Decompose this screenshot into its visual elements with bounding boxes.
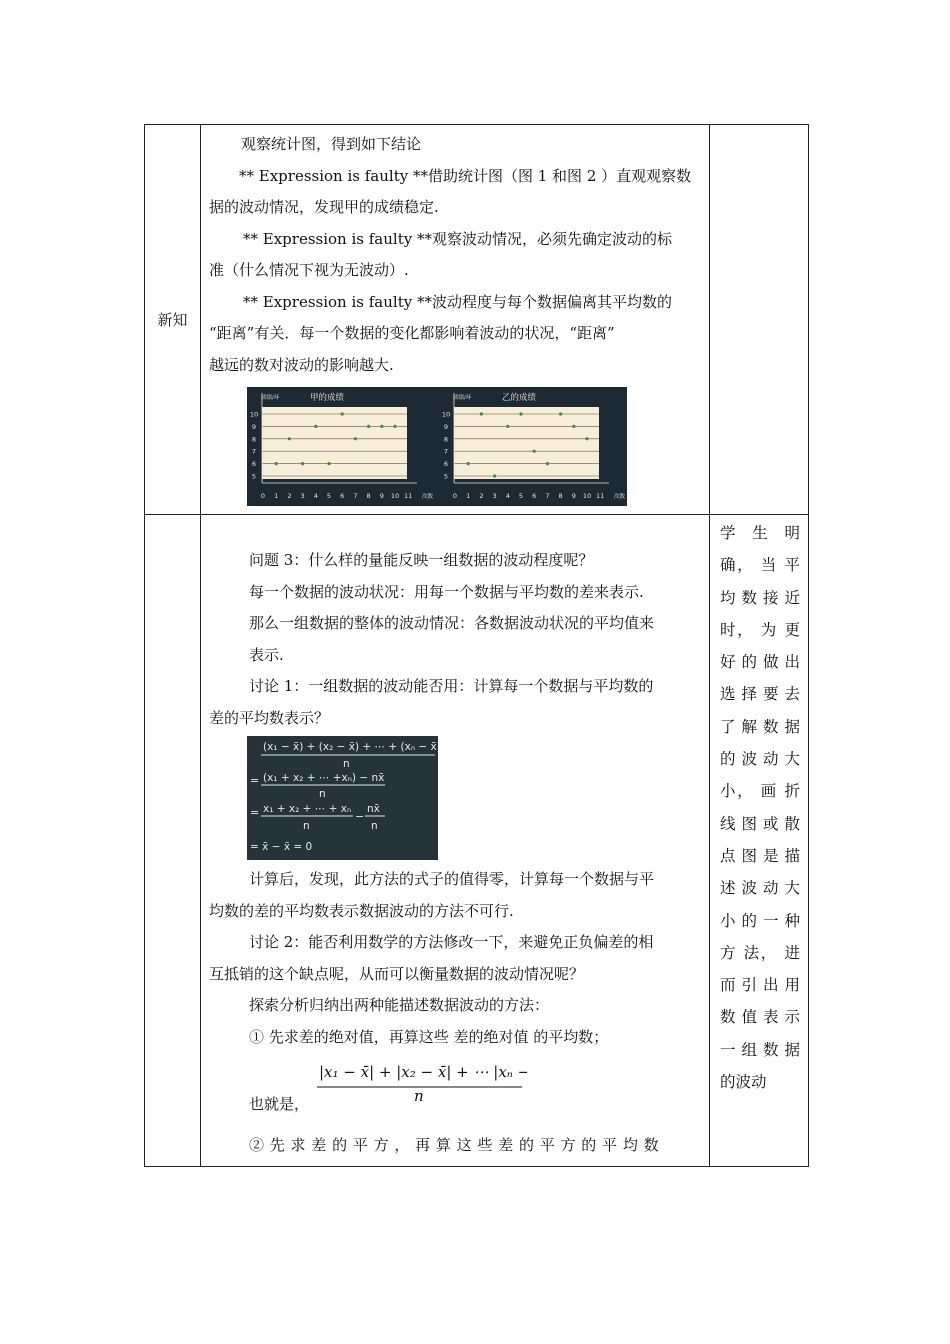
data-point: [493, 474, 496, 477]
y-tick-label: 5: [443, 472, 449, 481]
text-line: 每一个数据的波动状况：用每一个数据与平均数的差来表示.: [249, 582, 644, 601]
data-point: [327, 462, 330, 465]
side-note-line: 的 波 动 大: [720, 750, 800, 769]
text-line: 准（什么情况下视为无波动）.: [209, 261, 409, 279]
data-point: [380, 425, 383, 428]
x-tick-label: 11: [596, 492, 605, 500]
formula-line3-den-b: n: [371, 820, 378, 832]
x-tick-label: 8: [366, 492, 371, 500]
x-tick-label: 2: [287, 492, 292, 500]
formula-line3-num-a: x₁ + x₂ + ⋯ + xₙ: [263, 803, 352, 815]
text-line: ① 先求差的绝对值，再算这些 差的绝对值 的平均数；: [249, 1027, 609, 1046]
data-point: [559, 412, 562, 415]
side-note-line: 述 波 动 大: [720, 879, 800, 898]
text-line: 据的波动情况，发现甲的成绩稳定.: [209, 198, 439, 216]
text-line: 越远的数对波动的影响越大.: [209, 355, 394, 374]
text-line: 均数的差的平均数表示数据波动的方法不可行.: [209, 901, 514, 920]
text-line: 观察统计图，得到如下结论: [241, 135, 422, 153]
x-tick-label: 10: [390, 492, 400, 500]
text-line: 表示.: [249, 645, 284, 664]
row1-content-cell: [201, 125, 710, 515]
text-line: 那么一组数据的整体的波动情况：各数据波动状况的平均值来: [249, 614, 655, 632]
score-charts-image: [247, 387, 627, 506]
side-note-line: 而 引 出 用: [720, 976, 800, 995]
y-axis-label: 成绩/环: [261, 395, 280, 401]
data-point: [533, 450, 536, 453]
x-tick-label: 4: [505, 492, 510, 500]
side-note-line: 的波动: [720, 1073, 767, 1092]
side-note-line: 一 组 数 据: [720, 1040, 800, 1059]
text-line: 计算后，发现，此方法的式子的值得零，计算每一个数据与平: [249, 870, 655, 888]
score-charts: [247, 387, 627, 506]
svg-text:−: −: [355, 810, 365, 823]
data-point: [572, 425, 575, 428]
text-line: 问题 3：什么样的量能反映一组数据的波动程度呢？: [249, 551, 594, 569]
x-axis-label: 次数: [422, 494, 434, 500]
y-tick-label: 8: [251, 435, 257, 444]
side-note-line: 小 的 一 种: [720, 911, 800, 930]
also-line: [209, 1087, 703, 1124]
y-axis-label: 成绩/环: [453, 395, 472, 401]
x-tick-label: 9: [571, 492, 576, 500]
data-point: [314, 425, 317, 428]
text-line: ② 先 求 差 的 平 方 ， 再 算 这 些 差 的 平 方 的 平 均 数: [249, 1136, 660, 1154]
x-tick-label: 3: [300, 492, 305, 500]
x-tick-label: 7: [353, 492, 358, 500]
data-point: [275, 462, 278, 465]
y-tick-label: 8: [443, 435, 449, 444]
x-tick-label: 3: [492, 492, 497, 500]
side-note-line: 方 法， 进: [720, 943, 800, 962]
side-note-line: 均 数 接 近: [720, 588, 800, 607]
text-line: 讨论 2：能否利用数学的方法修改一下，来避免正负偏差的相: [249, 933, 654, 951]
x-tick-label: 11: [404, 492, 413, 500]
svg-text:=: =: [250, 806, 260, 819]
side-note-line: 好 的 做 出: [720, 653, 800, 672]
data-point: [480, 412, 483, 415]
text-line: ** Expression is faulty **借助统计图（图 1 和图 2 ）直观观察数: [239, 166, 692, 185]
x-tick-label: 6: [340, 492, 345, 500]
formula-line1-den: n: [343, 758, 350, 770]
y-tick-label: 10: [441, 410, 451, 419]
data-point: [341, 412, 344, 415]
data-point: [301, 462, 304, 465]
y-tick-label: 9: [443, 422, 449, 431]
chart-title: 甲的成绩: [309, 393, 345, 403]
data-point: [467, 462, 470, 465]
x-tick-label: 9: [379, 492, 384, 500]
data-point: [519, 412, 522, 415]
side-note-line: 了 解 数 据: [720, 717, 800, 736]
mean-deviation-formula: [247, 736, 438, 860]
formula-line2-den: n: [319, 788, 326, 800]
x-tick-label: 0: [452, 492, 458, 500]
x-tick-label: 0: [260, 492, 266, 500]
side-note-line: 时， 为 更: [720, 620, 800, 639]
data-point: [354, 437, 357, 440]
y-tick-label: 9: [251, 422, 257, 431]
y-tick-label: 10: [249, 410, 259, 419]
formula-line4: = x̄ − x̄ = 0: [250, 841, 313, 853]
x-tick-label: 5: [518, 492, 524, 500]
x-tick-label: 1: [466, 492, 471, 500]
formula-line3-den-a: n: [303, 820, 310, 832]
text-line: “距离”有关．每一个数据的变化都影响着波动的状况，“距离”: [209, 324, 615, 342]
x-tick-label: 6: [532, 492, 537, 500]
y-tick-label: 6: [251, 460, 257, 469]
y-tick-label: 6: [443, 460, 449, 469]
row2-content-cell: [201, 515, 710, 1167]
side-note: [710, 515, 808, 1098]
row1-note-cell: [710, 125, 809, 515]
formula-line3-num-b: nx̄: [367, 803, 380, 815]
side-note-line: 数 值 表 示: [720, 1008, 800, 1027]
y-tick-label: 7: [251, 447, 257, 456]
side-note-line: 小， 画 折: [720, 782, 800, 801]
text-line: 互抵销的这个缺点呢，从而可以衡量数据的波动情况呢？: [209, 964, 585, 983]
text-line: 探索分析归纳出两种能描述数据波动的方法：: [249, 996, 550, 1014]
side-note-line: 线 图 或 散: [720, 814, 800, 833]
y-tick-label: 7: [443, 447, 449, 456]
text-line: ** Expression is faulty **波动程度与每个数据偏离其平均数的: [243, 292, 672, 311]
mean-deviation-formula-image: [247, 736, 438, 860]
lesson-table: [144, 124, 809, 1167]
text-line: 讨论 1：一组数据的波动能否用：计算每一个数据与平均数的: [249, 677, 654, 695]
svg-text:=: =: [250, 774, 260, 787]
data-point: [288, 437, 291, 440]
data-point: [546, 462, 549, 465]
x-tick-label: 7: [545, 492, 550, 500]
plot-area: [262, 407, 407, 479]
data-point: [367, 425, 370, 428]
text-line: ** Expression is faulty **观察波动情况，必须先确定波动的标: [243, 229, 672, 248]
row2-note-cell: [710, 515, 809, 1167]
row-discussion: [145, 515, 809, 1167]
x-tick-label: 10: [582, 492, 592, 500]
abs-formula-denominator: n: [414, 1087, 424, 1105]
data-point: [585, 437, 588, 440]
data-point: [506, 425, 509, 428]
x-tick-label: 4: [313, 492, 318, 500]
plot-area: [454, 407, 599, 479]
abs-formula-numerator: |x₁ − x̄| + |x₂ − x̄| + ⋯ |xₙ − x̄|: [319, 1063, 527, 1081]
row-new-knowledge: [145, 125, 809, 515]
data-point: [393, 425, 396, 428]
x-tick-label: 8: [558, 492, 563, 500]
row2-label-cell: [145, 515, 201, 1167]
x-tick-label: 1: [274, 492, 279, 500]
formula-line1-num: (x₁ − x̄) + (x₂ − x̄) + ⋯ + (xₙ − x̄): [263, 741, 438, 753]
side-note-line: 确， 当 平: [720, 556, 800, 575]
formula-line2-num: (x₁ + x₂ + ⋯ +xₙ) − nx̄: [263, 772, 385, 784]
side-note-line: 选 择 要 去: [720, 685, 800, 704]
side-note-line: 学 生 明: [720, 524, 800, 542]
y-tick-label: 5: [251, 472, 257, 481]
chart-title: 乙的成绩: [501, 393, 537, 403]
row2-content: [201, 515, 709, 1166]
row1-content: [201, 125, 709, 514]
x-axis-label: 次数: [614, 494, 626, 500]
x-tick-label: 2: [479, 492, 484, 500]
also-label: 也就是，: [249, 1095, 310, 1113]
side-note-line: 点 图 是 描: [720, 846, 800, 865]
text-line: 差的平均数表示？: [209, 708, 330, 727]
section-label: 新知: [145, 125, 201, 515]
x-tick-label: 5: [326, 492, 332, 500]
